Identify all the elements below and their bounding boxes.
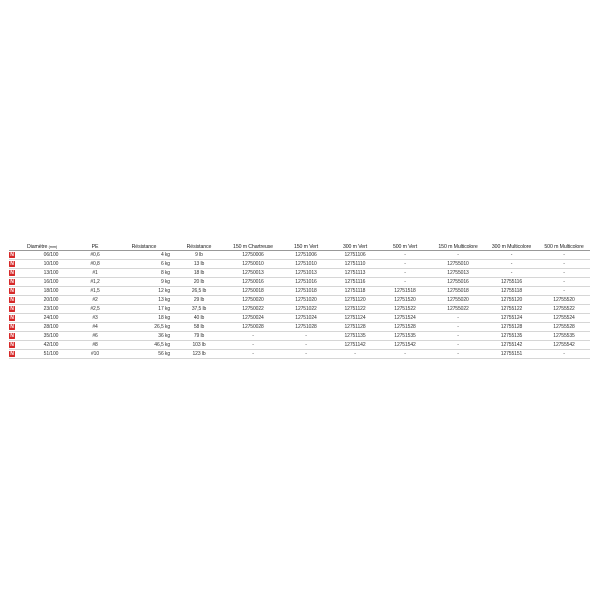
cell-150m-vert: 12751016 xyxy=(281,278,331,287)
cell-150m-multicolore: 12755010 xyxy=(431,260,485,269)
cell-resistance-lb: 13 lb xyxy=(173,260,225,269)
cell-pe: #3 xyxy=(75,314,115,323)
cell-300m-multicolore: 12755122 xyxy=(485,305,538,314)
header-diametre: Diamètre (mm) xyxy=(27,244,58,250)
new-badge-cell xyxy=(9,260,27,269)
cell-pe: #8 xyxy=(75,341,115,350)
cell-500m-vert: - xyxy=(379,269,431,278)
cell-resistance-lb: 123 lb xyxy=(173,350,225,359)
table-row xyxy=(9,314,590,323)
cell-500m-vert: 12751520 xyxy=(379,296,431,305)
header-diametre-unit: (mm) xyxy=(48,245,58,249)
cell-150m-multicolore: - xyxy=(431,251,485,260)
new-badge: N xyxy=(10,332,14,339)
cell-150m-vert: 12751006 xyxy=(281,251,331,260)
cell-300m-multicolore: - xyxy=(485,260,538,269)
table-row xyxy=(9,269,590,278)
cell-300m-multicolore: - xyxy=(485,269,538,278)
cell-150m-multicolore: - xyxy=(431,332,485,341)
cell-300m-multicolore: 12755120 xyxy=(485,296,538,305)
cell-pe: #2 xyxy=(75,296,115,305)
cell-150m-vert: 12751020 xyxy=(281,296,331,305)
table-header-row xyxy=(9,240,590,251)
cell-resistance-kg: 6 kg xyxy=(115,260,173,269)
cell-500m-multicolore: 12755522 xyxy=(538,305,590,314)
cell-pe: #1,5 xyxy=(75,287,115,296)
cell-pe: #6 xyxy=(75,332,115,341)
cell-500m-multicolore: - xyxy=(538,260,590,269)
cell-150m-chartreuse: 12750028 xyxy=(225,323,281,332)
product-reference-table-container xyxy=(9,240,590,359)
new-badge-cell xyxy=(9,332,27,341)
cell-pe: #1,2 xyxy=(75,278,115,287)
cell-pe: #0,6 xyxy=(75,251,115,260)
cell-150m-multicolore: 12755020 xyxy=(431,296,485,305)
new-badge-cell xyxy=(9,314,27,323)
new-badge-cell xyxy=(9,341,27,350)
new-badge: N xyxy=(10,269,14,276)
header-500m-multicolore: 500 m Multicolore xyxy=(544,244,584,250)
cell-500m-multicolore: 12755542 xyxy=(538,341,590,350)
cell-150m-chartreuse: 12750016 xyxy=(225,278,281,287)
cell-300m-multicolore: 12755124 xyxy=(485,314,538,323)
new-badge: N xyxy=(10,278,14,285)
new-badge-cell xyxy=(9,287,27,296)
cell-500m-multicolore: - xyxy=(538,251,590,260)
cell-150m-multicolore: 12755013 xyxy=(431,269,485,278)
new-badge: N xyxy=(10,314,14,321)
cell-resistance-lb: 79 lb xyxy=(173,332,225,341)
cell-resistance-kg: 9 kg xyxy=(115,278,173,287)
cell-resistance-kg: 46,5 kg xyxy=(115,341,173,350)
cell-resistance-kg: 12 kg xyxy=(115,287,173,296)
table-row xyxy=(9,341,590,350)
cell-resistance-lb: 40 lb xyxy=(173,314,225,323)
cell-150m-chartreuse: 12750024 xyxy=(225,314,281,323)
table-row xyxy=(9,287,590,296)
header-150m-chartreuse: 150 m Chartreuse xyxy=(233,244,273,250)
cell-pe: #10 xyxy=(75,350,115,359)
cell-resistance-kg: 17 kg xyxy=(115,305,173,314)
header-300m-multicolore: 300 m Multicolore xyxy=(491,244,532,250)
cell-150m-chartreuse: 12750020 xyxy=(225,296,281,305)
cell-500m-multicolore: - xyxy=(538,287,590,296)
cell-300m-multicolore: - xyxy=(485,251,538,260)
cell-diametre: 10/100 xyxy=(27,260,75,269)
cell-300m-vert: 12751142 xyxy=(331,341,379,350)
product-reference-table xyxy=(9,240,590,359)
cell-diametre: 28/100 xyxy=(27,323,75,332)
new-badge-cell xyxy=(9,278,27,287)
cell-500m-vert: 12751535 xyxy=(379,332,431,341)
cell-150m-chartreuse: 12750013 xyxy=(225,269,281,278)
header-resistance-lb: Résistance xyxy=(186,244,212,250)
cell-150m-chartreuse: - xyxy=(225,350,281,359)
table-row xyxy=(9,251,590,260)
new-badge: N xyxy=(10,251,14,258)
table-body xyxy=(9,251,590,359)
cell-diametre: 35/100 xyxy=(27,332,75,341)
cell-500m-vert: 12751518 xyxy=(379,287,431,296)
table-row xyxy=(9,323,590,332)
cell-300m-vert: 12751120 xyxy=(331,296,379,305)
cell-150m-chartreuse: 12750018 xyxy=(225,287,281,296)
new-badge-cell xyxy=(9,305,27,314)
cell-resistance-kg: 26,5 kg xyxy=(115,323,173,332)
table-row xyxy=(9,260,590,269)
cell-diametre: 18/100 xyxy=(27,287,75,296)
header-150m-multicolore: 150 m Multicolore xyxy=(438,244,478,250)
cell-resistance-kg: 18 kg xyxy=(115,314,173,323)
cell-resistance-lb: 37,5 lb xyxy=(173,305,225,314)
cell-500m-vert: - xyxy=(379,260,431,269)
cell-diametre: 23/100 xyxy=(27,305,75,314)
cell-150m-multicolore: - xyxy=(431,323,485,332)
cell-300m-vert: 12751135 xyxy=(331,332,379,341)
new-badge-cell xyxy=(9,269,27,278)
cell-150m-vert: - xyxy=(281,332,331,341)
cell-300m-vert: 12751128 xyxy=(331,323,379,332)
cell-resistance-kg: 4 kg xyxy=(115,251,173,260)
cell-500m-vert: - xyxy=(379,278,431,287)
cell-300m-vert: 12751116 xyxy=(331,278,379,287)
cell-pe: #2,5 xyxy=(75,305,115,314)
new-badge: N xyxy=(10,323,14,330)
cell-300m-vert: 12751118 xyxy=(331,287,379,296)
cell-150m-multicolore: 12755022 xyxy=(431,305,485,314)
new-badge-cell xyxy=(9,323,27,332)
cell-500m-multicolore: 12755520 xyxy=(538,296,590,305)
cell-pe: #0,8 xyxy=(75,260,115,269)
cell-300m-vert: 12751110 xyxy=(331,260,379,269)
new-badge: N xyxy=(10,260,14,267)
cell-diametre: 06/100 xyxy=(27,251,75,260)
cell-150m-vert: - xyxy=(281,350,331,359)
cell-150m-chartreuse: 12750006 xyxy=(225,251,281,260)
cell-300m-multicolore: 12755128 xyxy=(485,323,538,332)
cell-300m-multicolore: 12755116 xyxy=(485,278,538,287)
cell-diametre: 42/100 xyxy=(27,341,75,350)
cell-500m-vert: 12751522 xyxy=(379,305,431,314)
cell-300m-vert: 12751124 xyxy=(331,314,379,323)
cell-300m-vert: - xyxy=(331,350,379,359)
table-row xyxy=(9,296,590,305)
new-badge: N xyxy=(10,305,14,312)
cell-500m-vert: 12751524 xyxy=(379,314,431,323)
cell-150m-chartreuse: 12750010 xyxy=(225,260,281,269)
cell-resistance-lb: 18 lb xyxy=(173,269,225,278)
new-badge-cell xyxy=(9,296,27,305)
cell-150m-vert: 12751028 xyxy=(281,323,331,332)
new-badge: N xyxy=(10,296,14,303)
cell-500m-vert: - xyxy=(379,251,431,260)
cell-150m-multicolore: - xyxy=(431,350,485,359)
cell-500m-multicolore: - xyxy=(538,278,590,287)
cell-150m-vert: 12751010 xyxy=(281,260,331,269)
cell-300m-vert: 12751113 xyxy=(331,269,379,278)
cell-500m-multicolore: - xyxy=(538,269,590,278)
cell-resistance-lb: 103 lb xyxy=(173,341,225,350)
new-badge-cell xyxy=(9,251,27,260)
new-badge: N xyxy=(10,287,14,294)
cell-resistance-kg: 56 kg xyxy=(115,350,173,359)
cell-resistance-lb: 20 lb xyxy=(173,278,225,287)
cell-150m-vert: 12751018 xyxy=(281,287,331,296)
cell-150m-chartreuse: - xyxy=(225,332,281,341)
cell-diametre: 51/100 xyxy=(27,350,75,359)
cell-150m-vert: 12751024 xyxy=(281,314,331,323)
cell-resistance-kg: 13 kg xyxy=(115,296,173,305)
cell-300m-multicolore: 12755135 xyxy=(485,332,538,341)
cell-150m-multicolore: - xyxy=(431,314,485,323)
cell-diametre: 16/100 xyxy=(27,278,75,287)
table-row xyxy=(9,350,590,359)
cell-resistance-kg: 36 kg xyxy=(115,332,173,341)
new-badge: N xyxy=(10,350,14,357)
cell-300m-vert: 12751122 xyxy=(331,305,379,314)
cell-resistance-lb: 58 lb xyxy=(173,323,225,332)
table-row xyxy=(9,278,590,287)
cell-300m-vert: 12751106 xyxy=(331,251,379,260)
cell-500m-multicolore: 12755528 xyxy=(538,323,590,332)
cell-diametre: 24/100 xyxy=(27,314,75,323)
cell-500m-vert: - xyxy=(379,350,431,359)
cell-diametre: 13/100 xyxy=(27,269,75,278)
cell-resistance-lb: 29 lb xyxy=(173,296,225,305)
cell-resistance-lb: 26,5 lb xyxy=(173,287,225,296)
cell-150m-chartreuse: 12750022 xyxy=(225,305,281,314)
cell-300m-multicolore: 12755151 xyxy=(485,350,538,359)
header-300m-vert: 300 m Vert xyxy=(342,244,368,250)
new-badge-cell xyxy=(9,350,27,359)
cell-150m-chartreuse: - xyxy=(225,341,281,350)
cell-500m-multicolore: 12755535 xyxy=(538,332,590,341)
header-pe: PE xyxy=(91,244,99,250)
header-badge-spacer xyxy=(9,240,27,251)
header-resistance-kg: Résistance xyxy=(131,244,157,250)
cell-150m-vert: 12751022 xyxy=(281,305,331,314)
table-row xyxy=(9,332,590,341)
new-badge: N xyxy=(10,341,14,348)
cell-150m-vert: - xyxy=(281,341,331,350)
cell-pe: #4 xyxy=(75,323,115,332)
cell-150m-multicolore: - xyxy=(431,341,485,350)
cell-diametre: 20/100 xyxy=(27,296,75,305)
cell-500m-vert: 12751528 xyxy=(379,323,431,332)
cell-150m-multicolore: 12755018 xyxy=(431,287,485,296)
cell-pe: #1 xyxy=(75,269,115,278)
header-150m-vert: 150 m Vert xyxy=(293,244,319,250)
cell-resistance-lb: 9 lb xyxy=(173,251,225,260)
cell-150m-vert: 12751013 xyxy=(281,269,331,278)
cell-500m-multicolore: - xyxy=(538,350,590,359)
cell-300m-multicolore: 12755142 xyxy=(485,341,538,350)
cell-300m-multicolore: 12755118 xyxy=(485,287,538,296)
header-500m-vert: 500 m Vert xyxy=(392,244,418,250)
cell-150m-multicolore: 12755016 xyxy=(431,278,485,287)
cell-resistance-kg: 8 kg xyxy=(115,269,173,278)
cell-500m-multicolore: 12755524 xyxy=(538,314,590,323)
cell-500m-vert: 12751542 xyxy=(379,341,431,350)
table-row xyxy=(9,305,590,314)
